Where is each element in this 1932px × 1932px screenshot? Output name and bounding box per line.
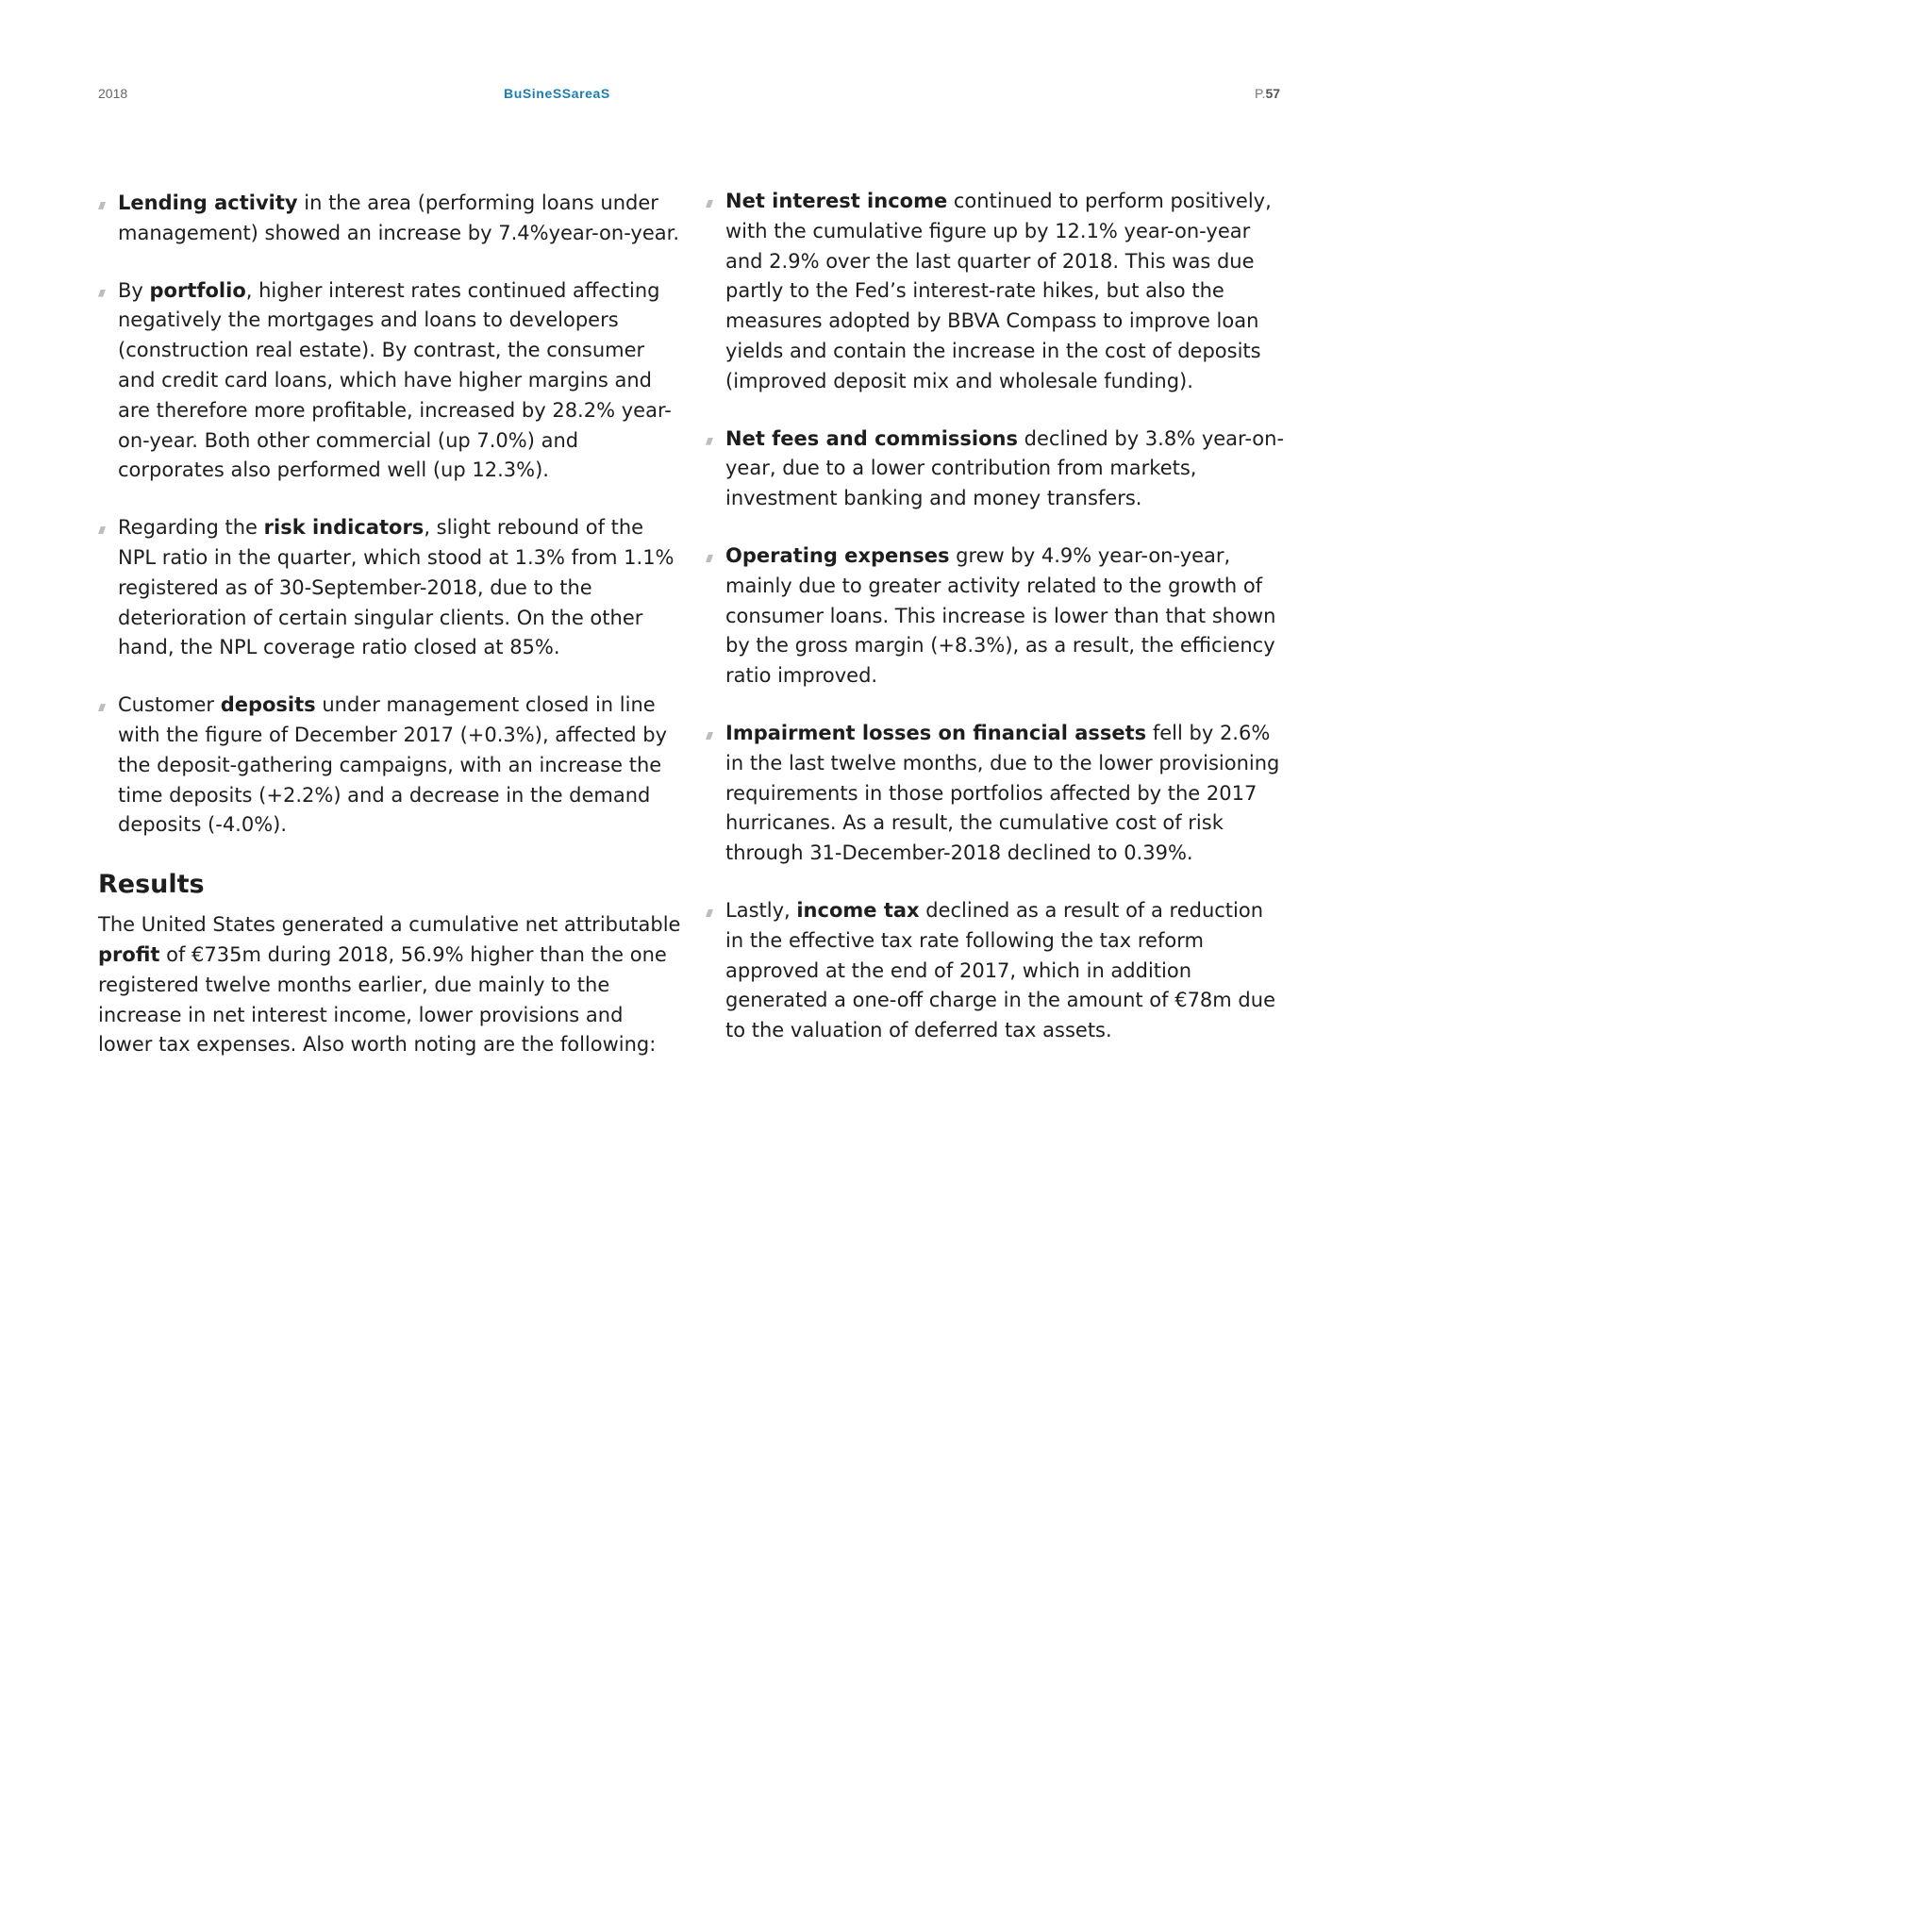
bullet-keyword: Impairment losses on financial assets xyxy=(725,721,1147,744)
bullet-text: under management closed in line with the figure of December 2017 (+0.3%), affected by the deposit-gathering campaigns, with an increase the time deposits (+2.2%) and a decrease in the demand deposits (-4.0%). xyxy=(118,693,668,837)
bullet-keyword: deposits xyxy=(220,693,316,717)
bullet-pre: By xyxy=(118,278,150,302)
bullet-text: , higher interest rates continued affecting negatively the mortgages and loans to developers (construction real estate). By contrast, the consumer and credit card loans, which have higher margins and are therefore more profitable, increased by 28.2% year-on-year. Both other commercial (up 7.0%) and corporates also performed well (up 12.3%). xyxy=(118,278,672,482)
results-text: of €735m during 2018, 56.9% higher than the one registered twelve months earlier, due mainly to the increase in net interest income, lower provisions and lower tax expenses. Also worth noting are the following: xyxy=(98,942,667,1057)
bullet-marker-icon xyxy=(98,202,106,209)
bullet-marker-icon xyxy=(706,909,713,917)
bullet-marker-icon xyxy=(98,704,106,711)
bullet-text: in the area (performing loans under management) showed an increase by 7.4%year-on-year. xyxy=(118,192,680,244)
bullet-marker-icon xyxy=(706,732,713,740)
bullet-pre: Lastly, xyxy=(725,898,797,922)
report-year: 2018 xyxy=(98,86,128,101)
bullet-keyword: income tax xyxy=(796,898,920,922)
left-column xyxy=(98,189,683,1060)
bullet-text: continued to perform positively, with the cumulative figure up by 12.1% year-on-year and 2.9% over the last quarter of 2018. This was due partly to the Fed’s interest-rate hikes, but also the measures adopted by BBVA Compass to improve loan yields and contain the increase in the cost of deposits (improved deposit mix and wholesale funding). xyxy=(725,190,1272,392)
bullet-text: declined as a result of a reduction in the effective tax rate following the tax reform approved at the end of 2017, which in addition generated a one-off charge in the amount of €78m due to the valuation of deferred tax assets. xyxy=(725,898,1275,1042)
bullet-keyword: Net fees and commissions xyxy=(725,426,1018,450)
bullet-marker-icon xyxy=(98,526,106,534)
bullet-risk-indicators xyxy=(98,513,683,663)
bullet-keyword: risk indicators xyxy=(263,516,425,540)
results-paragraph xyxy=(98,910,683,1060)
results-keyword: profit xyxy=(98,942,160,966)
page-number xyxy=(1255,85,1280,102)
bullet-text: declined by 3.8% year-on-year, due to a lower contribution from markets, investment banking and money transfers. xyxy=(725,426,1285,510)
bullet-keyword: Net interest income xyxy=(725,190,948,212)
bullet-impairment-losses xyxy=(706,719,1287,869)
bullet-text: fell by 2.6% in the last twelve months, due to the lower provisioning requirements in those portfolios affected by the 2017 hurricanes. As a result, the cumulative cost of risk through 31-December-2018 declined to 0.39%. xyxy=(725,721,1280,865)
bullet-marker-icon xyxy=(98,290,106,297)
bullet-income-tax xyxy=(706,896,1287,1046)
bullet-text: grew by 4.9% year-on-year, mainly due to greater activity related to the growth of consumer loans. This increase is lower than that shown by the gross margin (+8.3%), as a result, the efficiency ratio improved. xyxy=(725,543,1276,688)
bullet-keyword: Operating expenses xyxy=(725,543,950,567)
bullet-net-interest-income xyxy=(706,187,1287,397)
bullet-marker-icon xyxy=(706,200,713,208)
page-prefix: P. xyxy=(1255,86,1266,101)
bullet-pre: Regarding the xyxy=(118,516,264,540)
bullet-keyword: portfolio xyxy=(149,278,246,302)
results-pre: The United States generated a cumulative net attributable xyxy=(98,913,681,937)
bullet-net-fees xyxy=(706,425,1287,514)
right-column xyxy=(706,187,1287,1074)
page-header xyxy=(0,85,1932,102)
section-title: BuSineSSareaS xyxy=(504,86,610,101)
results-heading: Results xyxy=(98,870,205,900)
bullet-deposits xyxy=(98,691,683,841)
bullet-portfolio xyxy=(98,276,683,487)
page-number-value: 57 xyxy=(1265,86,1281,101)
bullet-lending-activity xyxy=(98,189,683,249)
bullet-text: , slight rebound of the NPL ratio in the quarter, which stood at 1.3% from 1.1% registered as of 30-September-2018, due to the deterioration of certain singular clients. On the other hand, the NPL coverage ratio closed at 85%. xyxy=(118,516,675,659)
bullet-marker-icon xyxy=(706,438,713,445)
bullet-marker-icon xyxy=(706,555,713,562)
bullet-keyword: Lending activity xyxy=(118,192,298,214)
bullet-pre: Customer xyxy=(118,693,221,717)
bullet-operating-expenses xyxy=(706,541,1287,691)
